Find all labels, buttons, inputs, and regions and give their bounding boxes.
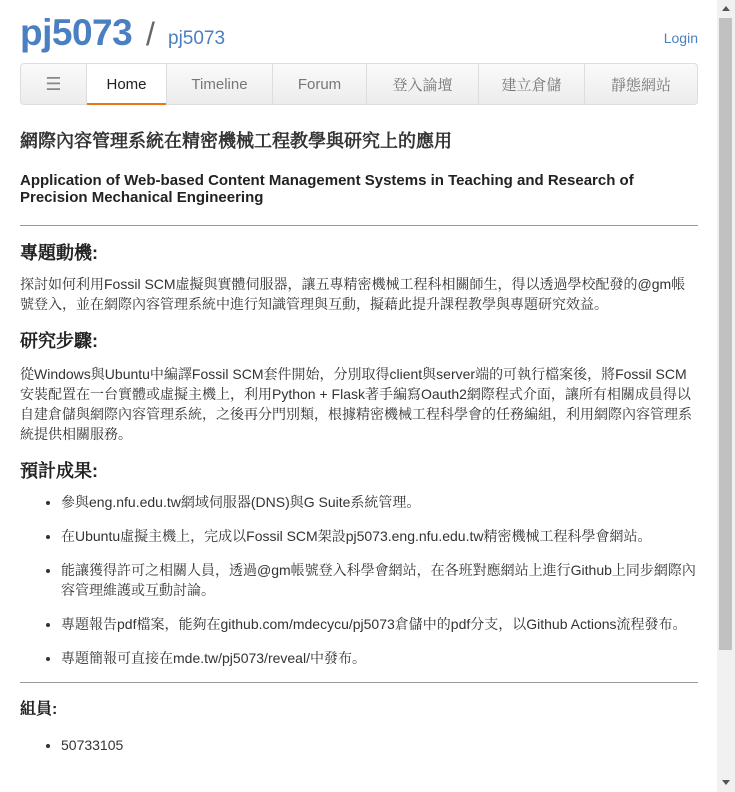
title-separator: / — [146, 16, 155, 52]
results-list — [61, 492, 698, 668]
list-item: • 能讓獲得許可之相關人員，透過@gm帳號登入科學會網站，在各班對應網站上進行Github上同步網際內容管理維護或互動討論。 — [61, 560, 698, 600]
login-link[interactable]: Login — [663, 30, 698, 46]
main-content — [20, 130, 698, 755]
nav-forum[interactable]: Forum — [273, 64, 367, 104]
motivation-text: 探討如何利用Fossil SCM虛擬與實體伺服器，讓五專精密機械工程科相關師生，得以透過學校配發的@gm帳號登入，並在網際內容管理系統中進行知識管理與互動，擬藉此提升課程教學與專題研究效益。 — [20, 276, 686, 312]
nav-static-site[interactable]: 靜態網站 — [610, 76, 671, 94]
project-title[interactable]: pj5073 — [20, 12, 133, 53]
page-title-en: Application of Web-based Content Management Systems in Teaching and Research of Precision Mechanical Engineering — [20, 172, 634, 206]
list-item: • 專題報告pdf檔案，能夠在github.com/mdecycu/pj5073倉儲中的pdf分支，以Github Actions流程發布。 — [61, 614, 698, 634]
nav-timeline[interactable]: Timeline — [167, 64, 273, 104]
nav-create-repo[interactable]: 建立倉儲 — [479, 64, 585, 104]
scroll-down-arrow-icon[interactable] — [722, 780, 730, 785]
page-title-zh: 網際內容管理系統在精密機械工程教學與研究上的應用 — [20, 131, 452, 151]
main-nav — [20, 63, 698, 105]
divider — [20, 682, 698, 683]
header — [20, 8, 698, 58]
list-item: • 專題簡報可直接在mde.tw/pj5073/reveal/中發布。 — [61, 648, 698, 668]
list-item: • 參與eng.nfu.edu.tw網域伺服器(DNS)與G Suite系統管理。 — [61, 492, 698, 512]
hamburger-icon[interactable]: ☰ — [21, 64, 87, 104]
steps-text: 從Windows與Ubuntu中編譯Fossil SCM套件開始，分別取得client與server端的可執行檔案後，將Fossil SCM安裝配置在一台實體或虛擬主機上，利用Python + Flask著手編寫Oauth2網際程式介面，讓所有相關成員得以自建倉儲與網際內容管理系統，之後再分門別類，根據精密機械工程科學會的任務編組，利用網際內容管理系統提供相關服務。 — [20, 366, 692, 442]
subproject-link[interactable]: pj5073 — [168, 28, 226, 49]
divider — [20, 225, 698, 226]
members-list — [61, 735, 698, 755]
motivation-heading: 專題動機: — [20, 243, 98, 263]
steps-heading: 研究步驟: — [20, 331, 98, 351]
members-heading: 組員: — [20, 701, 58, 718]
nav-home[interactable]: Home — [87, 64, 167, 104]
results-heading: 預計成果: — [20, 461, 98, 481]
scroll-up-arrow-icon[interactable] — [722, 6, 730, 11]
vertical-scrollbar[interactable] — [717, 0, 735, 792]
list-item: • 50733105 — [61, 735, 698, 755]
scrollbar-thumb[interactable] — [719, 18, 732, 650]
list-item: • 在Ubuntu虛擬主機上，完成以Fossil SCM架設pj5073.eng.nfu.edu.tw精密機械工程科學會網站。 — [61, 526, 698, 546]
nav-forum-login[interactable]: 登入論壇 — [367, 64, 479, 104]
